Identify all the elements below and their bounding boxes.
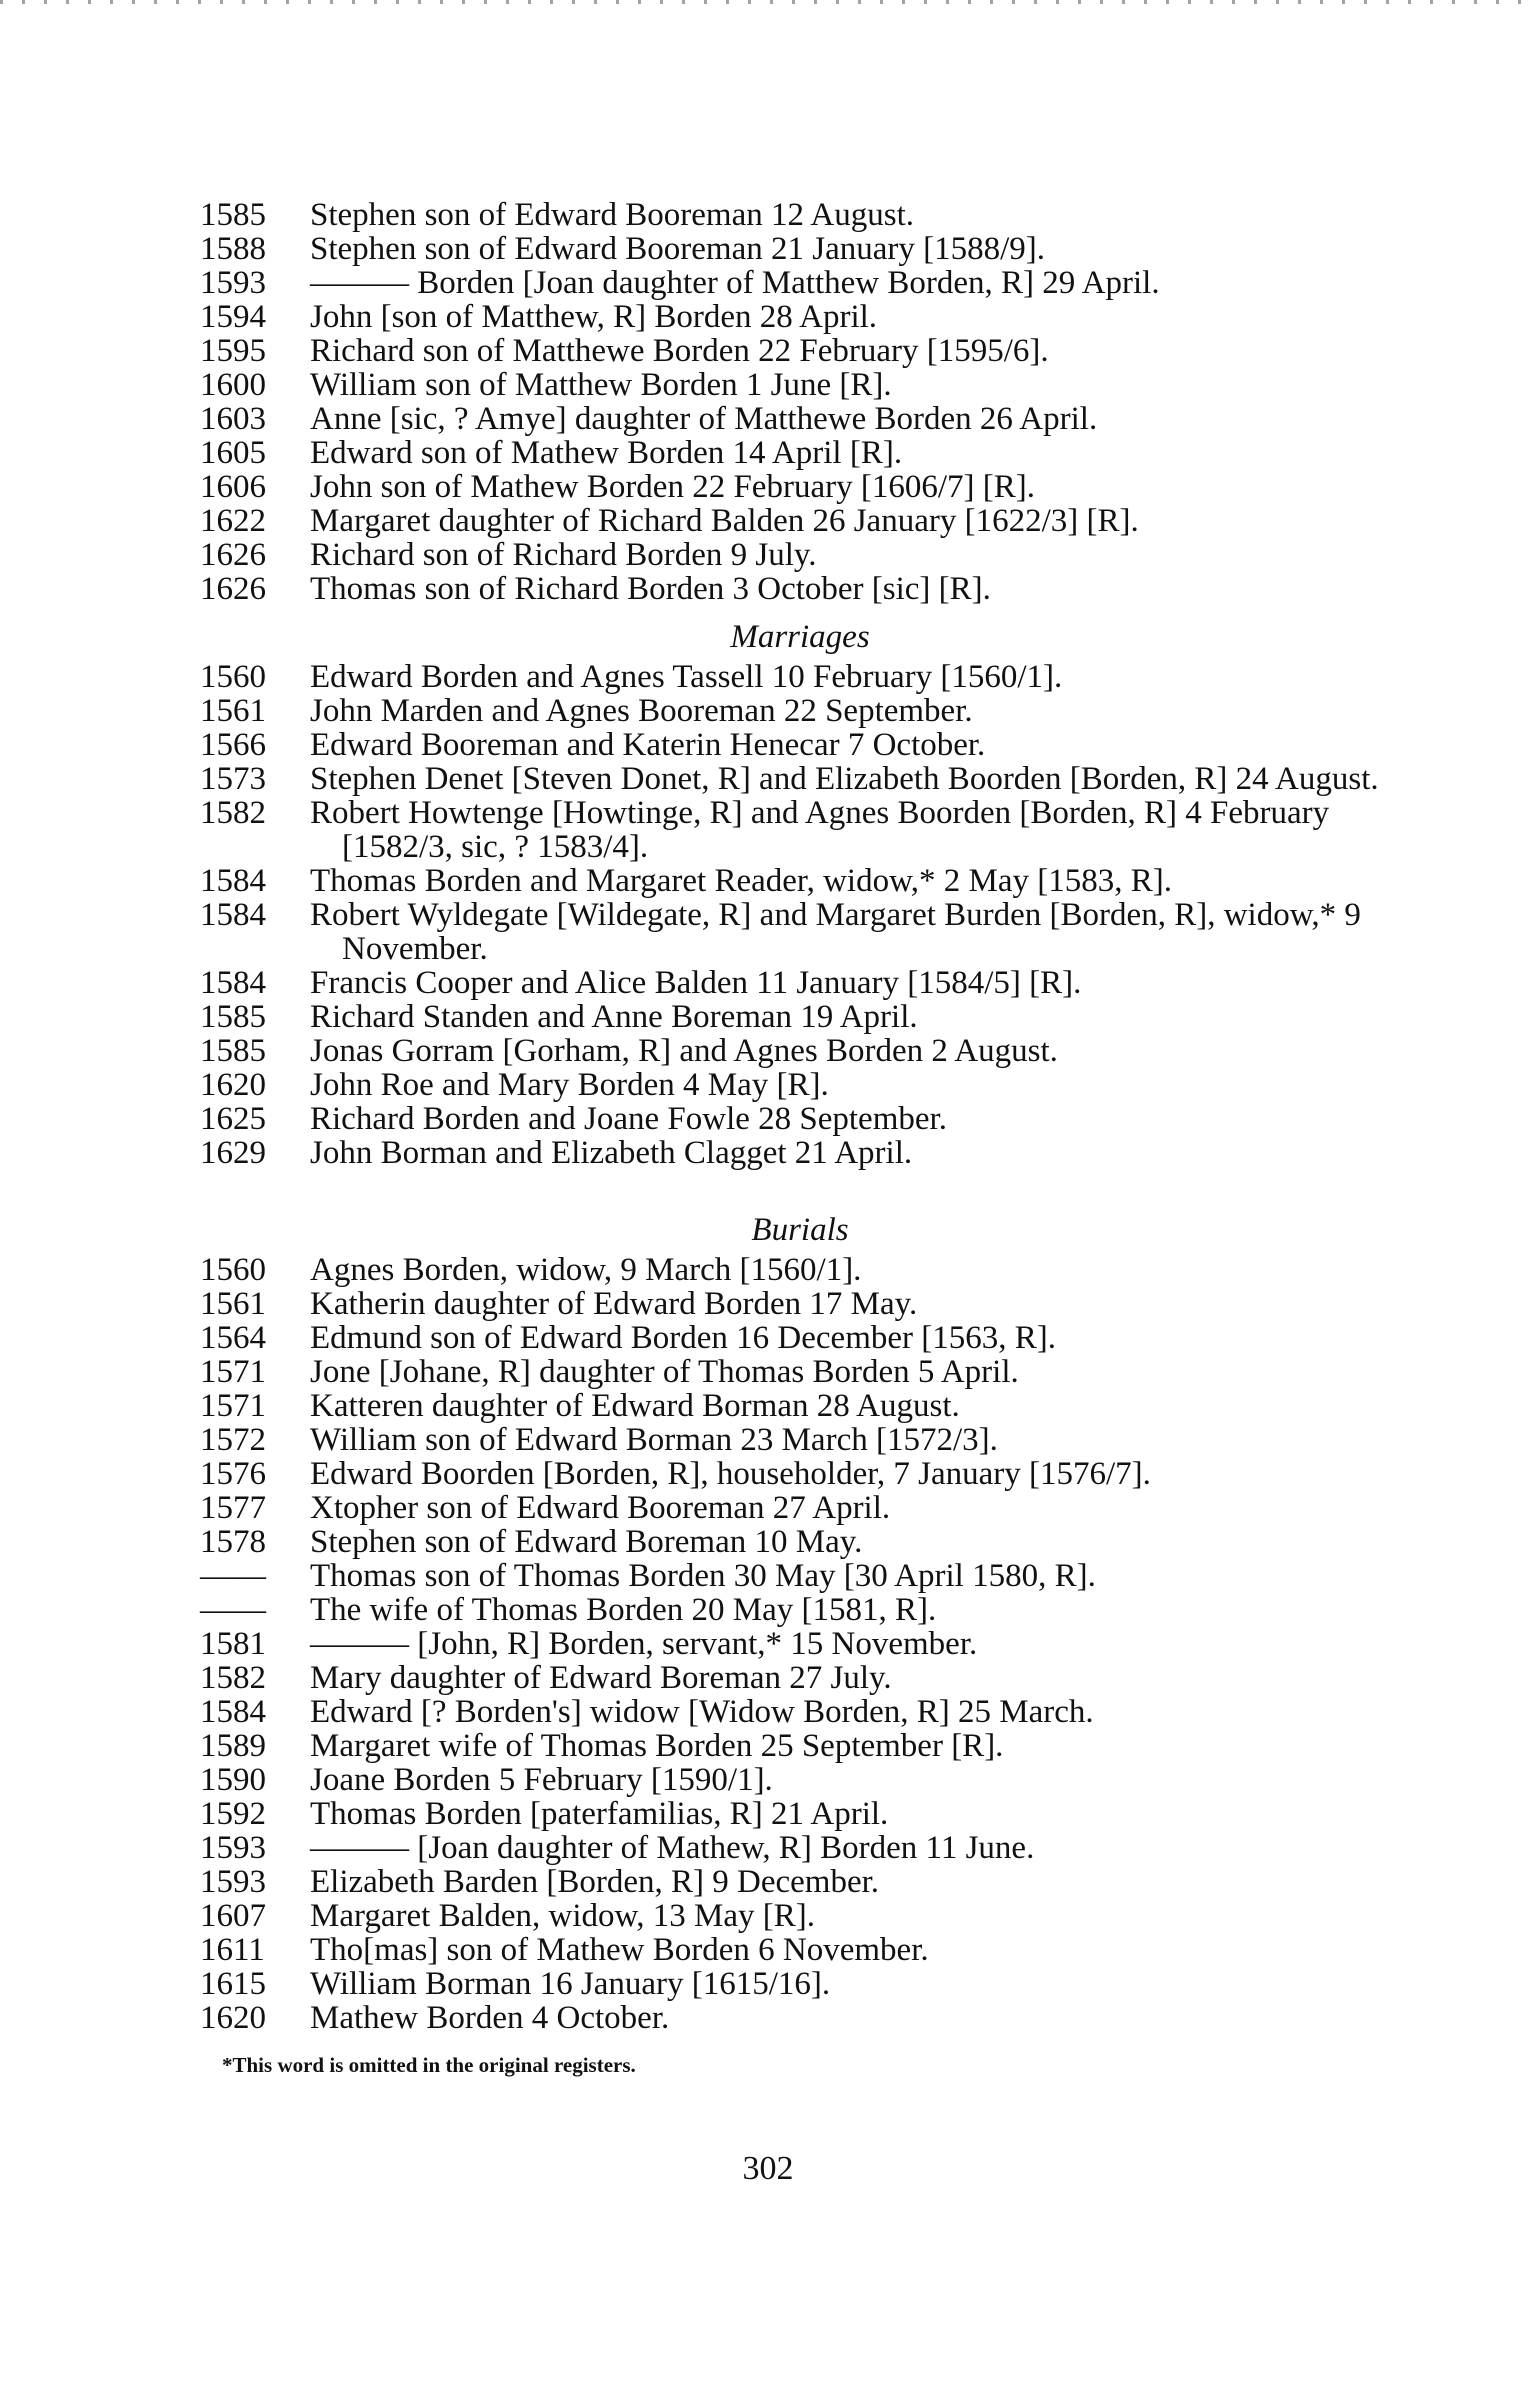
entry-year: 1607 xyxy=(200,1898,266,1934)
entry-text: Joane Borden 5 February [1590/1]. xyxy=(310,1762,773,1798)
entry-year: 1582 xyxy=(200,1660,266,1696)
register-entry xyxy=(200,1423,1400,1457)
entry-text: Stephen son of Edward Boreman 10 May. xyxy=(310,1524,863,1560)
register-entry xyxy=(200,1525,1400,1559)
register-entry xyxy=(200,538,1400,572)
entry-year: 1605 xyxy=(200,435,266,471)
entry-text: Robert Wyldegate [Wildegate, R] and Margaret Burden [Borden, R], widow,* 9 November. xyxy=(310,897,1361,967)
entry-text: Stephen Denet [Steven Donet, R] and Elizabeth Boorden [Borden, R] 24 August. xyxy=(310,761,1379,797)
entry-year: 1572 xyxy=(200,1422,266,1458)
entry-year: 1589 xyxy=(200,1728,266,1764)
entry-text: Katteren daughter of Edward Borman 28 August. xyxy=(310,1388,960,1424)
register-entry xyxy=(200,1831,1400,1865)
entry-text: Edward Boorden [Borden, R], householder, 7 January [1576/7]. xyxy=(310,1456,1151,1492)
marriages-list xyxy=(200,660,1400,1170)
entry-year: 1629 xyxy=(200,1135,266,1171)
register-entry xyxy=(200,1627,1400,1661)
entry-text: Mathew Borden 4 October. xyxy=(310,2000,670,2036)
register-entry xyxy=(200,966,1400,1000)
entry-text: Thomas Borden [paterfamilias, R] 21 April. xyxy=(310,1796,889,1832)
entry-year: 1611 xyxy=(200,1932,265,1968)
register-entry xyxy=(200,1797,1400,1831)
entry-text: ——— [Joan daughter of Mathew, R] Borden 11 June. xyxy=(310,1830,1035,1866)
entry-text: John Roe and Mary Borden 4 May [R]. xyxy=(310,1067,829,1103)
entry-year: 1625 xyxy=(200,1101,266,1137)
entry-text: Thomas son of Thomas Borden 30 May [30 April 1580, R]. xyxy=(310,1558,1096,1594)
entry-text: Edward Booreman and Katerin Henecar 7 October. xyxy=(310,727,986,763)
footnote: *This word is omitted in the original registers. xyxy=(222,2053,636,2077)
entry-text: John Marden and Agnes Booreman 22 September. xyxy=(310,693,973,729)
entry-text: ——— Borden [Joan daughter of Matthew Borden, R] 29 April. xyxy=(310,265,1160,301)
entry-text: William son of Matthew Borden 1 June [R]. xyxy=(310,367,892,403)
entry-year: 1578 xyxy=(200,1524,266,1560)
entry-year: 1560 xyxy=(200,659,266,695)
entry-text: Francis Cooper and Alice Balden 11 January [1584/5] [R]. xyxy=(310,965,1082,1001)
register-entry xyxy=(200,796,1400,864)
scan-edge-artifact xyxy=(0,0,1536,4)
entry-year: 1561 xyxy=(200,693,266,729)
baptisms-list xyxy=(200,198,1400,606)
register-entry xyxy=(200,1865,1400,1899)
entry-text: Stephen son of Edward Booreman 21 January [1588/9]. xyxy=(310,231,1046,267)
entry-year: 1561 xyxy=(200,1286,266,1322)
entry-text: Elizabeth Barden [Borden, R] 9 December. xyxy=(310,1864,880,1900)
entry-text: Xtopher son of Edward Booreman 27 April. xyxy=(310,1490,891,1526)
burials-list xyxy=(200,1253,1400,2035)
entry-year: 1606 xyxy=(200,469,266,505)
register-entry xyxy=(200,1253,1400,1287)
entry-year: 1626 xyxy=(200,571,266,607)
register-entry xyxy=(200,1695,1400,1729)
entry-year: 1560 xyxy=(200,1252,266,1288)
register-entry xyxy=(200,402,1400,436)
register-entry xyxy=(200,266,1400,300)
entry-year: 1600 xyxy=(200,367,266,403)
entry-text: Thomas Borden and Margaret Reader, widow,* 2 May [1583, R]. xyxy=(310,863,1172,899)
entry-text: Richard son of Richard Borden 9 July. xyxy=(310,537,817,573)
entry-text: Mary daughter of Edward Boreman 27 July. xyxy=(310,1660,892,1696)
register-entry xyxy=(200,1967,1400,2001)
entry-text: ——— [John, R] Borden, servant,* 15 November. xyxy=(310,1626,978,1662)
register-entry xyxy=(200,300,1400,334)
register-entry xyxy=(200,864,1400,898)
entry-year: 1573 xyxy=(200,761,266,797)
entry-year: 1582 xyxy=(200,795,266,831)
register-entry xyxy=(200,1389,1400,1423)
entry-text: Edward [? Borden's] widow [Widow Borden, R] 25 March. xyxy=(310,1694,1094,1730)
entry-text: Margaret wife of Thomas Borden 25 September [R]. xyxy=(310,1728,1004,1764)
register-entry xyxy=(200,1559,1400,1593)
entry-text: Edward son of Mathew Borden 14 April [R]. xyxy=(310,435,903,471)
entry-text: John Borman and Elizabeth Clagget 21 April. xyxy=(310,1135,913,1171)
entry-year: 1584 xyxy=(200,897,266,933)
entry-year: 1592 xyxy=(200,1796,266,1832)
entry-year: 1593 xyxy=(200,1830,266,1866)
register-entry xyxy=(200,232,1400,266)
register-entry xyxy=(200,1457,1400,1491)
entry-year: 1595 xyxy=(200,333,266,369)
entry-year: 1620 xyxy=(200,1067,266,1103)
entry-year: 1590 xyxy=(200,1762,266,1798)
entry-text: Katherin daughter of Edward Borden 17 May. xyxy=(310,1286,918,1322)
entry-text: William Borman 16 January [1615/16]. xyxy=(310,1966,831,2002)
entry-text: Edmund son of Edward Borden 16 December [1563, R]. xyxy=(310,1320,1056,1356)
register-entry xyxy=(200,470,1400,504)
burials-heading: Burials xyxy=(751,1212,849,1248)
entry-year: 1585 xyxy=(200,197,266,233)
entry-year: 1585 xyxy=(200,999,266,1035)
entry-year: 1571 xyxy=(200,1388,266,1424)
entry-year: 1577 xyxy=(200,1490,266,1526)
entry-year: 1566 xyxy=(200,727,266,763)
entry-year: 1564 xyxy=(200,1320,266,1356)
register-entry xyxy=(200,572,1400,606)
register-entry xyxy=(200,1899,1400,1933)
entry-text: John son of Mathew Borden 22 February [1606/7] [R]. xyxy=(310,469,1035,505)
register-entry xyxy=(200,694,1400,728)
entry-year: 1584 xyxy=(200,863,266,899)
entry-year: 1584 xyxy=(200,1694,266,1730)
register-entry xyxy=(200,436,1400,470)
register-entry xyxy=(200,660,1400,694)
register-entry xyxy=(200,1763,1400,1797)
entry-year: 1581 xyxy=(200,1626,266,1662)
entry-year: 1620 xyxy=(200,2000,266,2036)
entry-year: 1571 xyxy=(200,1354,266,1390)
entry-text: Margaret daughter of Richard Balden 26 January [1622/3] [R]. xyxy=(310,503,1139,539)
register-entry xyxy=(200,1593,1400,1627)
entry-year: 1626 xyxy=(200,537,266,573)
entry-year: 1603 xyxy=(200,401,266,437)
marriages-heading: Marriages xyxy=(730,619,870,655)
entry-text: Robert Howtenge [Howtinge, R] and Agnes Boorden [Borden, R] 4 February [1582/3, sic, ? 1583/4]. xyxy=(310,795,1330,865)
entry-text: Richard Standen and Anne Boreman 19 April. xyxy=(310,999,918,1035)
register-entry xyxy=(200,2001,1400,2035)
entry-text: Tho[mas] son of Mathew Borden 6 November. xyxy=(310,1932,929,1968)
register-entry xyxy=(200,1000,1400,1034)
register-entry xyxy=(200,368,1400,402)
register-entry xyxy=(200,1102,1400,1136)
entry-year: 1622 xyxy=(200,503,266,539)
entry-text: Anne [sic, ? Amye] daughter of Matthewe Borden 26 April. xyxy=(310,401,1098,437)
entry-year: 1593 xyxy=(200,265,266,301)
register-entry xyxy=(200,1729,1400,1763)
register-entry xyxy=(200,1355,1400,1389)
entry-year: 1584 xyxy=(200,965,266,1001)
register-entry xyxy=(200,198,1400,232)
register-entry xyxy=(200,334,1400,368)
register-entry xyxy=(200,1661,1400,1695)
entry-text: Stephen son of Edward Booreman 12 August. xyxy=(310,197,915,233)
entry-year: 1593 xyxy=(200,1864,266,1900)
entry-text: Margaret Balden, widow, 13 May [R]. xyxy=(310,1898,815,1934)
entry-year: 1594 xyxy=(200,299,266,335)
register-entry xyxy=(200,1491,1400,1525)
entry-year: 1576 xyxy=(200,1456,266,1492)
entry-text: Richard Borden and Joane Fowle 28 September. xyxy=(310,1101,947,1137)
register-entry xyxy=(200,762,1400,796)
entry-year: —— xyxy=(200,1558,266,1594)
entry-text: Jone [Johane, R] daughter of Thomas Borden 5 April. xyxy=(310,1354,1019,1390)
register-entry xyxy=(200,504,1400,538)
register-entry xyxy=(200,1136,1400,1170)
entry-text: Richard son of Matthewe Borden 22 February [1595/6]. xyxy=(310,333,1049,369)
entry-text: The wife of Thomas Borden 20 May [1581, R]. xyxy=(310,1592,937,1628)
register-entry xyxy=(200,898,1400,966)
entry-text: John [son of Matthew, R] Borden 28 April. xyxy=(310,299,878,335)
entry-year: 1585 xyxy=(200,1033,266,1069)
entry-year: —— xyxy=(200,1592,266,1628)
page-number: 302 xyxy=(742,2150,794,2187)
register-entry xyxy=(200,1933,1400,1967)
register-entry xyxy=(200,1034,1400,1068)
register-entry xyxy=(200,1321,1400,1355)
entry-year: 1588 xyxy=(200,231,266,267)
entry-text: Agnes Borden, widow, 9 March [1560/1]. xyxy=(310,1252,862,1288)
register-entry xyxy=(200,1068,1400,1102)
entry-year: 1615 xyxy=(200,1966,266,2002)
entry-text: Edward Borden and Agnes Tassell 10 February [1560/1]. xyxy=(310,659,1063,695)
register-entry xyxy=(200,1287,1400,1321)
entry-text: Jonas Gorram [Gorham, R] and Agnes Borden 2 August. xyxy=(310,1033,1058,1069)
entry-text: Thomas son of Richard Borden 3 October [sic] [R]. xyxy=(310,571,991,607)
entry-text: William son of Edward Borman 23 March [1572/3]. xyxy=(310,1422,998,1458)
register-entry xyxy=(200,728,1400,762)
